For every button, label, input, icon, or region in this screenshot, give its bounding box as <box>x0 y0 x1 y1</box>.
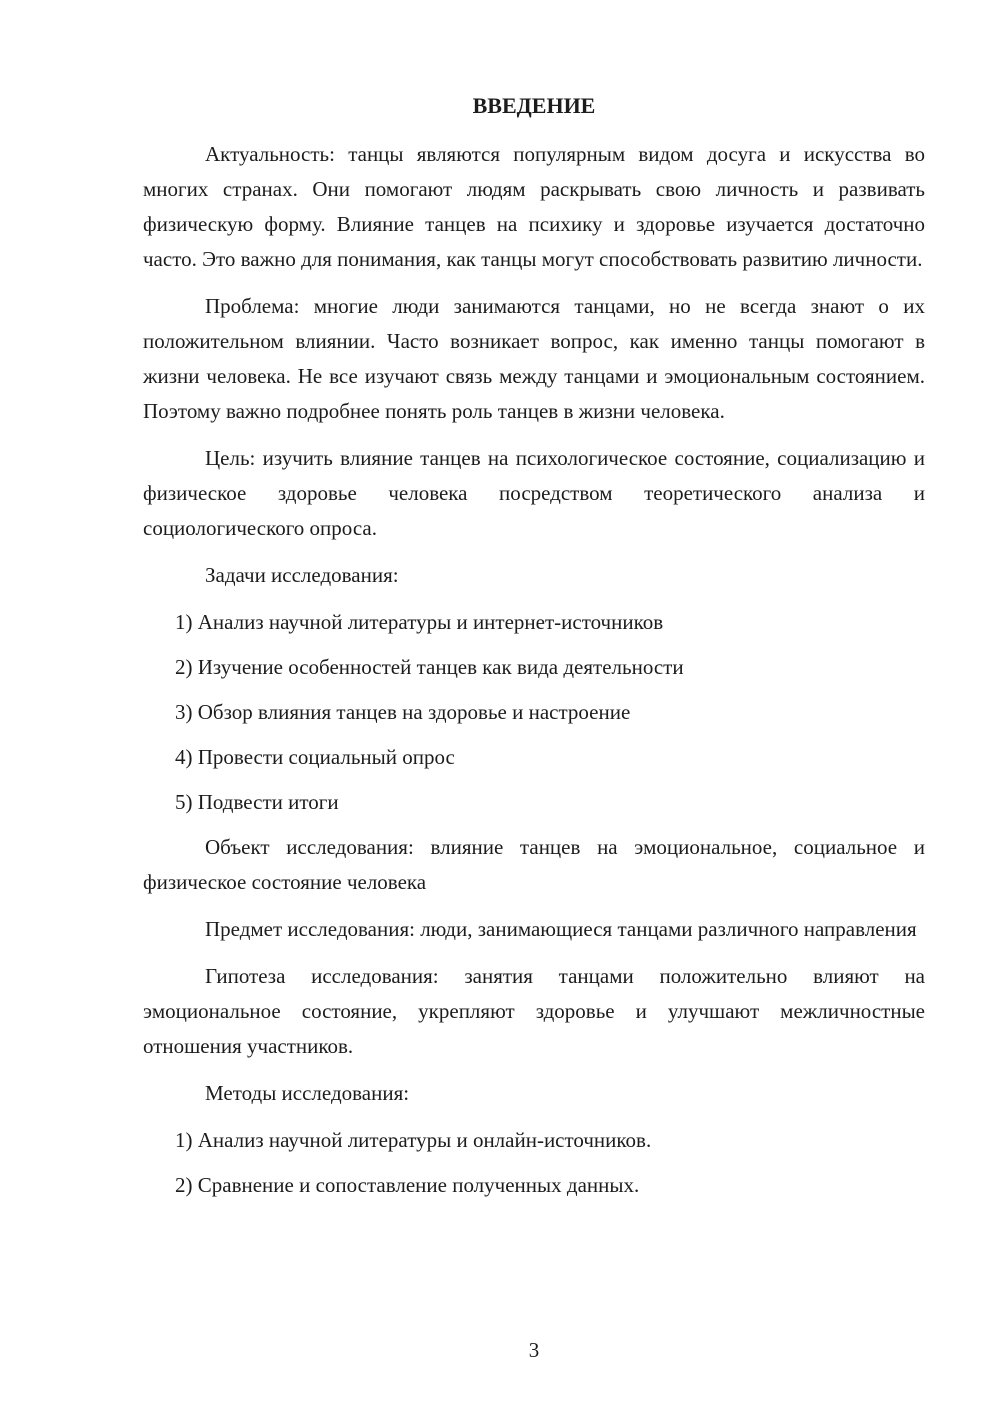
method-item-2: 2) Сравнение и сопоставление полученных данных. <box>175 1173 640 1197</box>
paragraph-subject: Предмет исследования: люди, занимающиеся танцами различного направления <box>205 917 917 941</box>
task-item-4: 4) Провести социальный опрос <box>175 745 455 769</box>
task-item-3: 3) Обзор влияния танцев на здоровье и настроение <box>175 700 631 724</box>
task-item-1: 1) Анализ научной литературы и интернет-источников <box>175 610 664 634</box>
paragraph-goal: Цель: изучить влияние танцев на психологическое состояние, социализацию и физическое здоровье человека посредством теоретического анализа и социологического опроса. <box>143 446 925 540</box>
paragraph-object: Объект исследования: влияние танцев на эмоциональное, социальное и физическое состояние человека <box>143 835 925 894</box>
task-item-5: 5) Подвести итоги <box>175 790 339 814</box>
method-item-1: 1) Анализ научной литературы и онлайн-источников. <box>175 1128 652 1152</box>
methods-heading: Методы исследования: <box>205 1081 410 1105</box>
paragraph-problem: Проблема: многие люди занимаются танцами, но не всегда знают о их положительном влиянии. Часто возникает вопрос, как именно танцы помогают в жизни человека. Не все изучают связь между танцами и эмоциональным состоянием. Поэтому важно подробнее понять роль танцев в жизни человека. <box>143 294 925 423</box>
tasks-heading: Задачи исследования: <box>205 563 399 587</box>
paragraph-hypothesis: Гипотеза исследования: занятия танцами положительно влияют на эмоциональное состояние, укрепляют здоровье и улучшают межличностные отношения участников. <box>143 964 925 1058</box>
paragraph-actuality: Актуальность: танцы являются популярным видом досуга и искусства во многих странах. Они помогают людям раскрывать свою личность и развивать физическую форму. Влияние танцев на психику и здоровье изучается достаточно часто. Это важно для понимания, как танцы могут способствовать развитию личности. <box>143 142 925 271</box>
page-number: 3 <box>528 1338 540 1362</box>
document-title: ВВЕДЕНИЕ <box>472 93 596 118</box>
task-item-2: 2) Изучение особенностей танцев как вида деятельности <box>175 655 684 679</box>
